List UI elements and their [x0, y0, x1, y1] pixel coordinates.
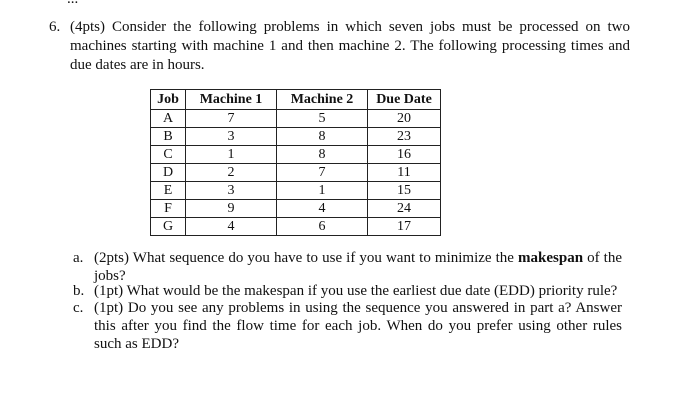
cell-due-date: 11 [368, 164, 441, 182]
cell-machine-2: 7 [277, 164, 368, 182]
cell-job: G [151, 218, 186, 236]
cell-machine-1: 7 [186, 110, 277, 128]
question-text: (4pts) Consider the following problems in which seven jobs must be processed on two machines starting with machine 1 and then machine 2. The following processing times and due dates are in hours. [70, 19, 630, 73]
subquestion-letter: b. [73, 283, 85, 299]
table-row [151, 146, 441, 164]
subquestion-letter: a. [73, 250, 84, 266]
cell-machine-1: 4 [186, 218, 277, 236]
cell-machine-1: 9 [186, 200, 277, 218]
subquestion-text: (1pt) What would be the makespan if you use the earliest due date (EDD) priority rule? [94, 283, 618, 299]
subquestion-text: (1pt) Do you see any problems in using the sequence you answered in part a? Answer this after you find the flow time for each job. When do you prefer using other rules such as EDD? [94, 300, 622, 352]
processing-times-table [150, 89, 441, 236]
header-machine-1: Machine 1 [186, 90, 277, 110]
cell-machine-1: 1 [186, 146, 277, 164]
question-number: 6. [49, 19, 61, 35]
cell-machine-1: 2 [186, 164, 277, 182]
subquestion-text-part: of the jobs? [94, 250, 622, 284]
header-job: Job [151, 90, 186, 110]
table-row [151, 110, 441, 128]
makespan-emphasis: makespan [518, 250, 584, 266]
cell-due-date: 16 [368, 146, 441, 164]
cell-job: A [151, 110, 186, 128]
header-machine-2: Machine 2 [277, 90, 368, 110]
table-row [151, 200, 441, 218]
cell-machine-1: 3 [186, 182, 277, 200]
cell-machine-2: 6 [277, 218, 368, 236]
table-row [151, 128, 441, 146]
table-header-row [151, 90, 441, 110]
cell-machine-1: 3 [186, 128, 277, 146]
cell-job: D [151, 164, 186, 182]
header-due-date: Due Date [368, 90, 441, 110]
cell-machine-2: 4 [277, 200, 368, 218]
cutoff-text-fragment [67, 0, 78, 8]
cell-due-date: 23 [368, 128, 441, 146]
subquestion-letter: c. [73, 300, 84, 316]
cell-job: B [151, 128, 186, 146]
subquestion-text-part: (2pts) What sequence do you have to use if you want to minimize the [94, 250, 519, 266]
cell-due-date: 20 [368, 110, 441, 128]
cell-machine-2: 8 [277, 146, 368, 164]
cell-job: C [151, 146, 186, 164]
cell-machine-2: 8 [277, 128, 368, 146]
cell-due-date: 24 [368, 200, 441, 218]
table-row [151, 218, 441, 236]
table-row [151, 164, 441, 182]
cell-machine-2: 1 [277, 182, 368, 200]
cell-job: F [151, 200, 186, 218]
subquestion-text [94, 249, 622, 285]
cell-job: E [151, 182, 186, 200]
cell-due-date: 17 [368, 218, 441, 236]
table-row [151, 182, 441, 200]
cell-machine-2: 5 [277, 110, 368, 128]
cell-due-date: 15 [368, 182, 441, 200]
